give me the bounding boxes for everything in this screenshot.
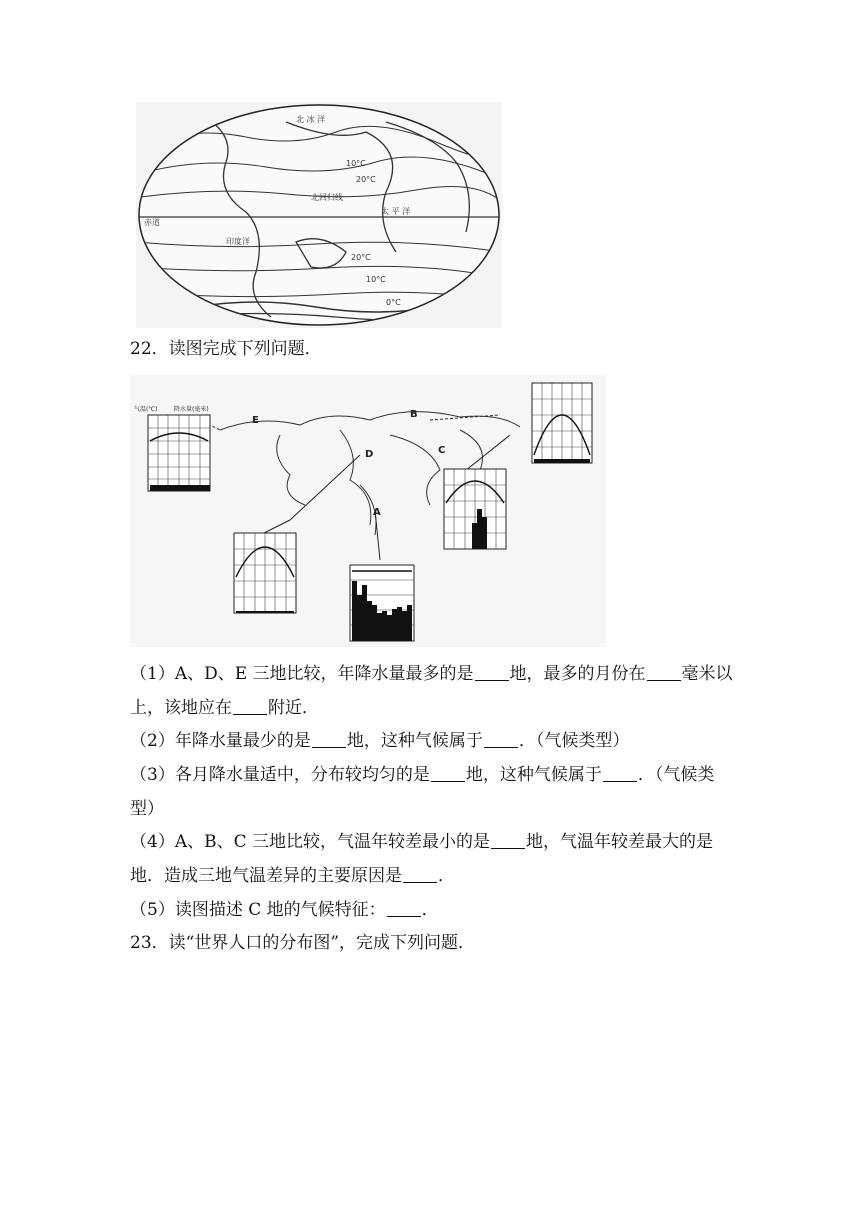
isotherm-label: 10°C bbox=[346, 159, 366, 168]
q22-part3-line1 bbox=[130, 763, 714, 787]
text-segment: （5）读图描述 C 地的气候特征： bbox=[130, 900, 386, 920]
label-arctic-ocean: 北 冰 洋 bbox=[296, 115, 326, 124]
isotherm-label: 0°C bbox=[386, 298, 401, 307]
q22-part4-line2 bbox=[130, 864, 455, 888]
text-segment: （4）A、B、C 三地比较，气温年较差最小的是 bbox=[130, 832, 490, 852]
text-segment: 地．造成三地气温差异的主要原因是 bbox=[130, 866, 402, 886]
climate-charts-figure bbox=[130, 375, 606, 647]
text-segment: ． bbox=[421, 900, 439, 920]
isotherm-label: 20°C bbox=[351, 253, 371, 262]
text-segment: 地，这种气候属于 bbox=[346, 731, 483, 751]
answer-blank[interactable] bbox=[312, 730, 346, 748]
answer-blank[interactable] bbox=[491, 831, 525, 849]
text-segment: 型） bbox=[130, 799, 164, 819]
answer-blank[interactable] bbox=[431, 764, 465, 782]
answer-blank[interactable] bbox=[647, 663, 681, 681]
text-segment: 地，最多的月份在 bbox=[509, 664, 646, 684]
climate-chart-c bbox=[444, 469, 506, 549]
isotherm-world-map bbox=[136, 102, 502, 328]
isotherm-label: 20°C bbox=[356, 175, 376, 184]
point-label-b: B bbox=[410, 409, 418, 420]
q22-part1-line2 bbox=[130, 696, 319, 720]
text-segment: （3）各月降水量适中，分布较均匀的是 bbox=[130, 765, 430, 785]
point-label-e: E bbox=[252, 415, 259, 426]
point-label-d: D bbox=[365, 449, 374, 460]
answer-blank[interactable] bbox=[233, 697, 267, 715]
climate-chart-d bbox=[234, 533, 296, 613]
q22-part4-line1 bbox=[130, 830, 713, 854]
text-segment: ．（气候类型） bbox=[518, 731, 630, 751]
q22-part1-line1 bbox=[130, 662, 733, 686]
answer-blank[interactable] bbox=[475, 663, 509, 681]
text-segment: （1）A、D、E 三地比较，年降水量最多的是 bbox=[130, 664, 474, 684]
label-indian-ocean: 印度洋 bbox=[226, 237, 250, 246]
text-segment: ． bbox=[438, 866, 455, 886]
answer-blank[interactable] bbox=[403, 865, 437, 883]
precip-axis-title: 降水量(毫米) bbox=[174, 406, 209, 413]
answer-blank[interactable] bbox=[603, 764, 637, 782]
q22-heading: 22．读图完成下列问题． bbox=[130, 339, 322, 359]
q22-part5 bbox=[130, 898, 439, 922]
q22-part3-line2 bbox=[130, 797, 164, 821]
answer-blank[interactable] bbox=[387, 899, 421, 917]
text-segment: 地，气温年较差最大的是 bbox=[526, 832, 713, 852]
point-label-a: A bbox=[373, 507, 381, 518]
label-equator: 赤道 bbox=[144, 218, 160, 227]
answer-blank[interactable] bbox=[484, 730, 518, 748]
climate-chart-b bbox=[532, 383, 592, 463]
point-label-c: C bbox=[438, 445, 446, 456]
label-pacific: 太 平 洋 bbox=[381, 207, 411, 216]
label-tropic-cancer: 北回归线 bbox=[311, 193, 343, 202]
text-segment: 毫米以 bbox=[681, 664, 733, 684]
q22-part2 bbox=[130, 729, 629, 753]
temp-axis-title: 气温(℃) bbox=[134, 406, 158, 413]
climate-chart-a bbox=[350, 565, 414, 641]
text-segment: 附近． bbox=[268, 698, 319, 718]
text-segment: 地，这种气候属于 bbox=[465, 765, 602, 785]
isotherm-label: 10°C bbox=[366, 275, 386, 284]
text-segment: 上，该地应在 bbox=[130, 698, 232, 718]
q23-heading: 23．读“世界人口的分布图”，完成下列问题． bbox=[130, 933, 476, 953]
text-segment: ．（气候类 bbox=[637, 765, 715, 785]
text-segment: （2）年降水量最少的是 bbox=[130, 731, 311, 751]
